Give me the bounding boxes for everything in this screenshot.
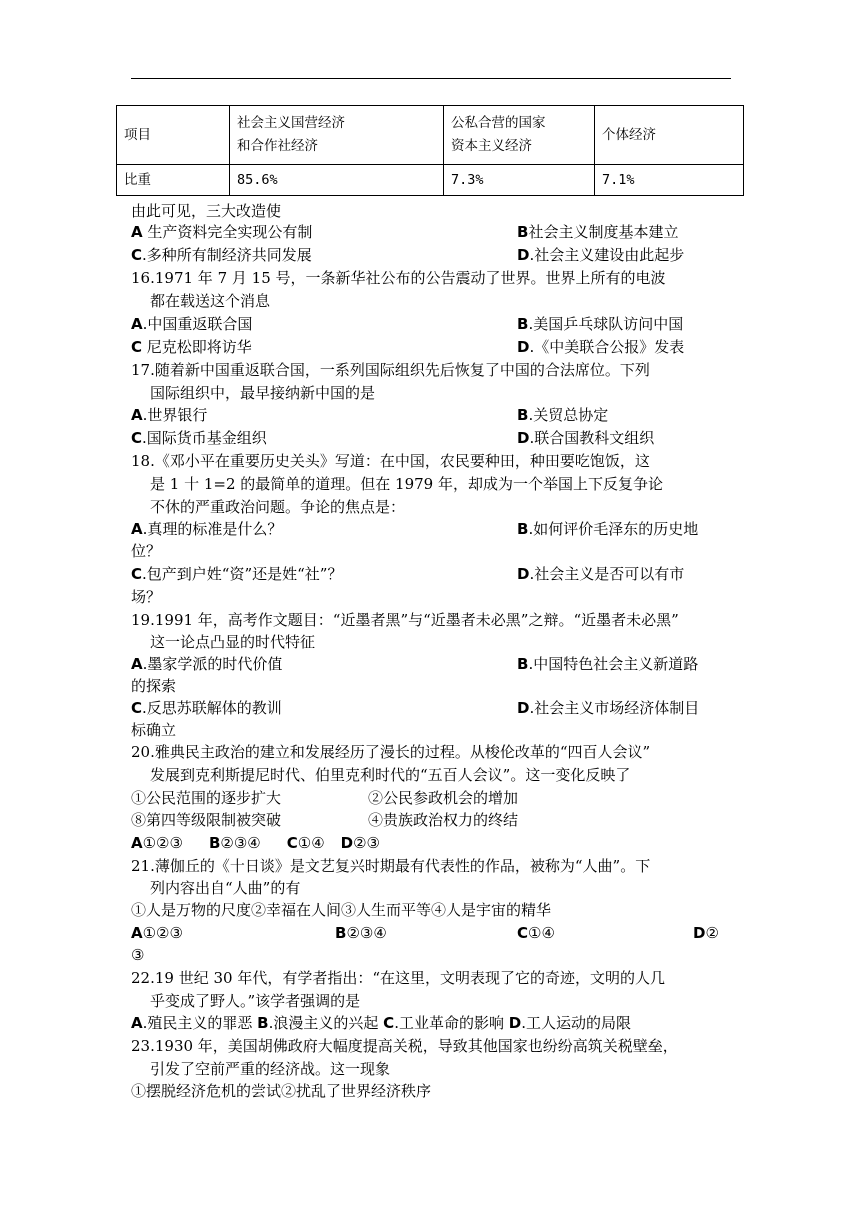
option-d-wrap: 场？	[131, 588, 162, 606]
option-text: .真理的标准是什么？	[142, 520, 283, 538]
option-letter: B	[517, 315, 529, 333]
question-18-cont: 是 1 十 1=2 的最简单的道理。但在 1979 年，却成为一个举国上下反复争论	[150, 475, 663, 493]
statement-4: ④贵族政治权力的终结	[368, 811, 519, 829]
question-16-cont: 都在载送这个消息	[150, 292, 271, 310]
option-text: ①④	[297, 834, 325, 852]
options-22	[131, 1012, 731, 1034]
option-letter: C	[286, 834, 298, 852]
table-header-individual	[595, 106, 744, 165]
option-letter: C	[517, 924, 529, 942]
question-21-cont: 列内容出自“人曲”的有	[150, 879, 301, 897]
option-d	[517, 427, 731, 449]
question-19: 19.1991 年，高考作文题目：“近墨者黑”与“近墨者未必黑”之辩。“近墨者未必黑”	[131, 611, 679, 629]
option-text: ①②③	[142, 924, 183, 942]
option-letter: D	[517, 565, 530, 583]
option-text: .中国重返联合国	[142, 315, 253, 333]
question-19-cont: 这一论点凸显的时代特征	[150, 633, 316, 651]
table-header-item	[117, 106, 230, 165]
option-text: .多种所有制经济共同发展	[142, 246, 312, 264]
option-text: ②	[705, 924, 719, 942]
option-text: .社会主义是否可以有市	[529, 565, 685, 583]
question-18: 18.《邓小平在重要历史关头》写道：在中国，农民要种田，种田要吃饱饭，这	[131, 452, 650, 470]
question-20: 20.雅典民主政治的建立和发展经历了漫长的过程。从梭伦改革的“四百人会议”	[131, 743, 651, 761]
statement-2: ②公民参政机会的增加	[368, 789, 519, 807]
option-text: .美国乒乓球队访问中国	[528, 315, 684, 333]
option-d-wrap: 标确立	[131, 721, 177, 739]
option-letter: C	[131, 246, 143, 264]
option-d	[693, 922, 733, 944]
option-text: .社会主义市场经济体制目	[529, 699, 700, 717]
table-header-joint	[444, 106, 595, 165]
option-text: .反思苏联解体的教训	[142, 699, 282, 717]
question-20-cont: 发展到克利斯提尼时代、伯里克利时代的“五百人会议”。这一变化反映了	[150, 766, 631, 784]
option-d-wrap: ③	[131, 946, 145, 964]
option-letter: A	[131, 1014, 143, 1032]
question-21: 21.薄伽丘的《十日谈》是文艺复兴时期最有代表性的作品，被称为“人曲”。下	[131, 857, 651, 875]
table-cell: 比重	[117, 165, 230, 196]
option-letter: B	[517, 406, 529, 424]
option-text: 社会主义制度基本建立	[528, 223, 679, 241]
option-letter: A	[131, 406, 143, 424]
option-text: .世界银行	[142, 406, 208, 424]
option-b-wrap: 位？	[131, 542, 162, 560]
question-23-cont: 引发了空前严重的经济战。这一现象	[150, 1060, 391, 1078]
option-letter: A	[131, 520, 143, 538]
option-letter: C	[131, 699, 143, 717]
statement-1: ①公民范围的逐步扩大	[131, 789, 282, 807]
option-letter: C	[383, 1014, 395, 1032]
option-d	[517, 563, 731, 585]
header-text: 资本主义经济	[451, 138, 532, 154]
header-text: 和合作社经济	[237, 138, 318, 154]
option-text: 生产资料完全实现公有制	[147, 223, 313, 241]
option-c	[517, 922, 860, 944]
option-text: .国际货币基金组织	[142, 429, 267, 447]
option-b	[517, 221, 731, 243]
statements-23: ①摆脱经济危机的尝试②扰乱了世界经济秩序	[131, 1082, 432, 1100]
option-text: .《中美联合公报》发表	[529, 338, 685, 356]
option-letter: B	[517, 520, 529, 538]
option-d	[517, 336, 731, 358]
statements-21: ①人是万物的尺度②幸福在人间③人生而平等④人是宇宙的精华	[131, 901, 552, 919]
question-text: 由此可见，三大改造使	[131, 202, 282, 220]
option-text: .联合国教科文组织	[529, 429, 655, 447]
option-text: ①②③	[142, 834, 183, 852]
option-text: ②③④	[220, 834, 261, 852]
option-letter: D	[508, 1014, 522, 1032]
option-letter: D	[340, 834, 354, 852]
option-text: .包产到户姓“资”还是姓“社”？	[142, 565, 343, 583]
table-cell: 85.6%	[230, 165, 444, 196]
header-text: 项目	[124, 126, 151, 143]
options-20	[131, 832, 731, 854]
option-letter: D	[693, 924, 706, 942]
option-d	[517, 697, 731, 719]
header-text: 公私合营的国家	[451, 115, 546, 131]
table-cell: 7.1%	[595, 165, 744, 196]
question-22: 22.19 世纪 30 年代，有学者指出：“在这里，文明表现了它的奇迹，文明的人几	[131, 969, 666, 987]
option-letter: D	[517, 429, 530, 447]
option-text: .如何评价毛泽东的历史地	[528, 520, 699, 538]
option-letter: A	[131, 315, 143, 333]
table-header-row	[117, 106, 744, 165]
option-text: .浪漫主义的兴起	[268, 1014, 379, 1032]
option-text: ②③④	[346, 924, 387, 942]
question-18-cont: 不休的严重政治问题。争论的焦点是：	[150, 498, 406, 516]
option-d	[517, 244, 731, 266]
option-b	[517, 404, 731, 426]
option-text: ①④	[528, 924, 555, 942]
option-letter: B	[517, 223, 529, 241]
option-letter: C	[131, 565, 143, 583]
option-letter: D	[517, 338, 530, 356]
question-17: 17.随着新中国重返联合国，一系列国际组织先后恢复了中国的合法席位。下列	[131, 361, 650, 379]
question-22-cont: 乎变成了野人。”该学者强调的是	[150, 992, 361, 1010]
option-letter: C	[131, 338, 143, 356]
option-text: .工人运动的局限	[521, 1014, 631, 1032]
option-b	[517, 653, 731, 675]
option-text: .墨家学派的时代价值	[142, 655, 283, 673]
question-23: 23.1930 年，美国胡佛政府大幅度提高关税，导致其他国家也纷纷高筑关税壁垒，	[131, 1037, 678, 1055]
option-letter: A	[131, 834, 143, 852]
option-b-wrap: 的探索	[131, 677, 177, 695]
header-text: 个体经济	[602, 126, 656, 143]
option-letter: B	[257, 1014, 269, 1032]
header-rule	[131, 78, 731, 79]
option-letter: B	[517, 655, 529, 673]
table-cell: 7.3%	[444, 165, 595, 196]
option-letter: A	[131, 655, 143, 673]
option-text: ②③	[353, 834, 381, 852]
option-letter: A	[131, 223, 143, 241]
option-text: .工业革命的影响	[394, 1014, 504, 1032]
economy-table	[116, 105, 744, 196]
option-letter: B	[208, 834, 221, 852]
header-text: 社会主义国营经济	[237, 115, 345, 131]
option-text: 尼克松即将访华	[146, 338, 252, 356]
option-b	[517, 518, 731, 540]
option-letter: A	[131, 924, 143, 942]
option-letter: B	[335, 924, 347, 942]
question-17-cont: 国际组织中，最早接纳新中国的是	[150, 384, 376, 402]
table-row	[117, 165, 744, 196]
option-text: .中国特色社会主义新道路	[528, 655, 699, 673]
option-text: .殖民主义的罪恶	[142, 1014, 253, 1032]
option-letter: D	[517, 246, 530, 264]
option-b	[517, 313, 731, 335]
question-16: 16.1971 年 7 月 15 号，一条新华社公布的公告震动了世界。世界上所有的电波	[131, 269, 666, 287]
table-header-state	[230, 106, 444, 165]
option-text: .关贸总协定	[528, 406, 609, 424]
option-letter: D	[517, 699, 530, 717]
statement-3: ⑧第四等级限制被突破	[131, 811, 282, 829]
option-letter: C	[131, 429, 143, 447]
option-text: .社会主义建设由此起步	[529, 246, 685, 264]
